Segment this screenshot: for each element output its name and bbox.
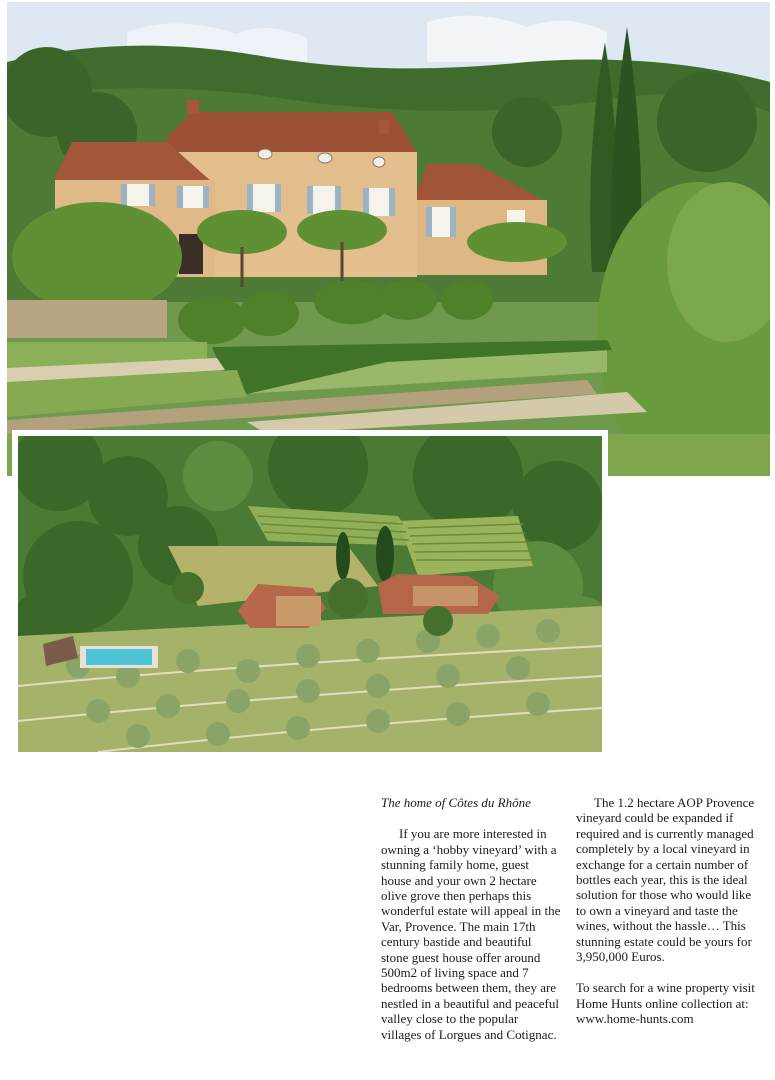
aerial-estate-photo bbox=[12, 430, 608, 758]
aerial-illustration bbox=[18, 436, 602, 752]
article-column-right bbox=[576, 795, 756, 1027]
farmhouse-illustration bbox=[7, 2, 770, 476]
farmhouse-photo bbox=[7, 2, 770, 476]
article-paragraph-1: If you are more interested in owning a ‘hobby vineyard’ with a stunning family home, guest house and your own 2 hectare olive grove then perhaps this wonderful estate will appeal in the Var, Provence. The main 17th century bastide and beautiful stone guest house offer around 500m2 of living space and 7 bedrooms between them, they are nestled in a beautiful and peaceful valley close to the popular villages of Lorgues and Cotignac. bbox=[381, 826, 561, 1042]
article-column-left bbox=[381, 795, 561, 1042]
article-subheading: The home of Côtes du Rhône bbox=[381, 795, 531, 810]
article-paragraph-2: The 1.2 hectare AOP Provence vineyard could be expanded if required and is currently managed completely by a local vineyard in exchange for a certain number of bottles each year, this is the ideal solution for those who would like to own a vineyard and taste the wines, without the hassle… This stunning estate could be yours for 3,950,000 Euros. bbox=[576, 795, 755, 965]
article-cta: To search for a wine property visit Home Hunts online collection at: www.home-hunts.com bbox=[576, 980, 755, 1027]
